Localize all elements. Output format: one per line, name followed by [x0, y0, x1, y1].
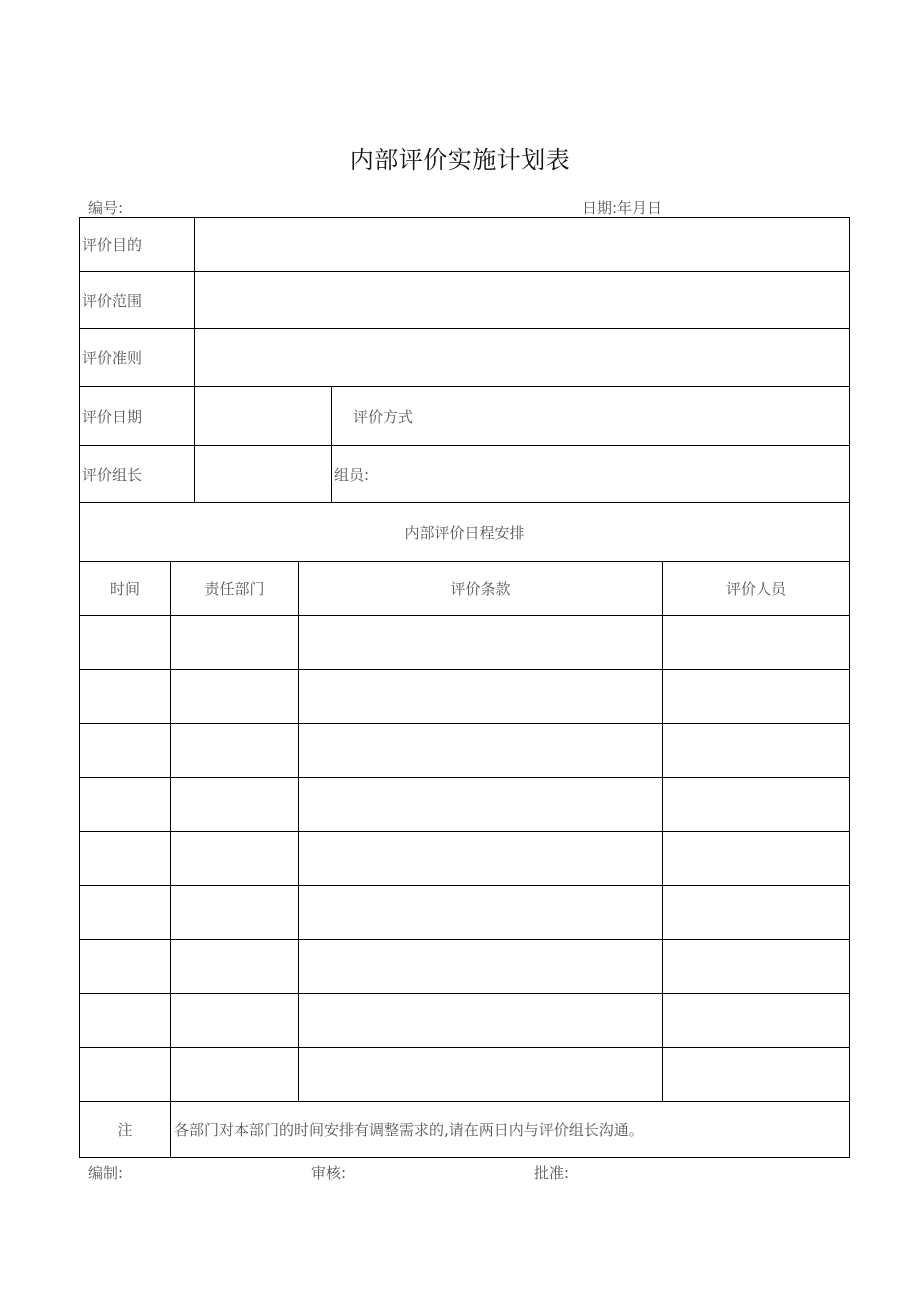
- row-line: [79, 723, 850, 724]
- col-line: [170, 561, 171, 1158]
- approved-label: 批准:: [534, 1164, 570, 1182]
- number-label: 编号:: [88, 199, 124, 217]
- note-label: 注: [117, 1121, 133, 1139]
- column-header-clause: 评价条款: [450, 580, 511, 598]
- column-header-evaluators: 评价人员: [725, 580, 786, 598]
- col-line: [194, 217, 195, 503]
- column-header-time: 时间: [109, 580, 140, 598]
- row-line: [79, 615, 850, 616]
- note-text: 各部门对本部门的时间安排有调整需求的,请在两日内与评价组长沟通。: [174, 1121, 644, 1139]
- row-line: [79, 831, 850, 832]
- reviewed-label: 审核:: [311, 1164, 347, 1182]
- column-header-department: 责任部门: [204, 580, 265, 598]
- col-line: [662, 561, 663, 1102]
- prepared-label: 编制:: [88, 1164, 124, 1182]
- row-line: [79, 993, 850, 994]
- criteria-label: 评价准则: [82, 349, 143, 367]
- leader-label: 评价组长: [82, 465, 143, 484]
- date-label: 日期:年月日: [582, 199, 663, 217]
- date-row-label: 评价日期: [82, 407, 143, 426]
- row-line: [79, 669, 850, 670]
- col-line: [298, 561, 299, 1102]
- table-border-right: [849, 217, 850, 1158]
- method-label: 评价方式: [353, 407, 414, 426]
- page-title: 内部评价实施计划表: [349, 146, 571, 174]
- row-line: [79, 777, 850, 778]
- purpose-label: 评价目的: [82, 236, 143, 254]
- schedule-heading: 内部评价日程安排: [404, 523, 525, 542]
- row-line: [79, 1047, 850, 1048]
- row-line: [79, 939, 850, 940]
- members-label: 组员:: [334, 465, 370, 484]
- table-border-bottom: [79, 1157, 850, 1158]
- scope-label: 评价范围: [82, 291, 143, 310]
- row-line: [79, 885, 850, 886]
